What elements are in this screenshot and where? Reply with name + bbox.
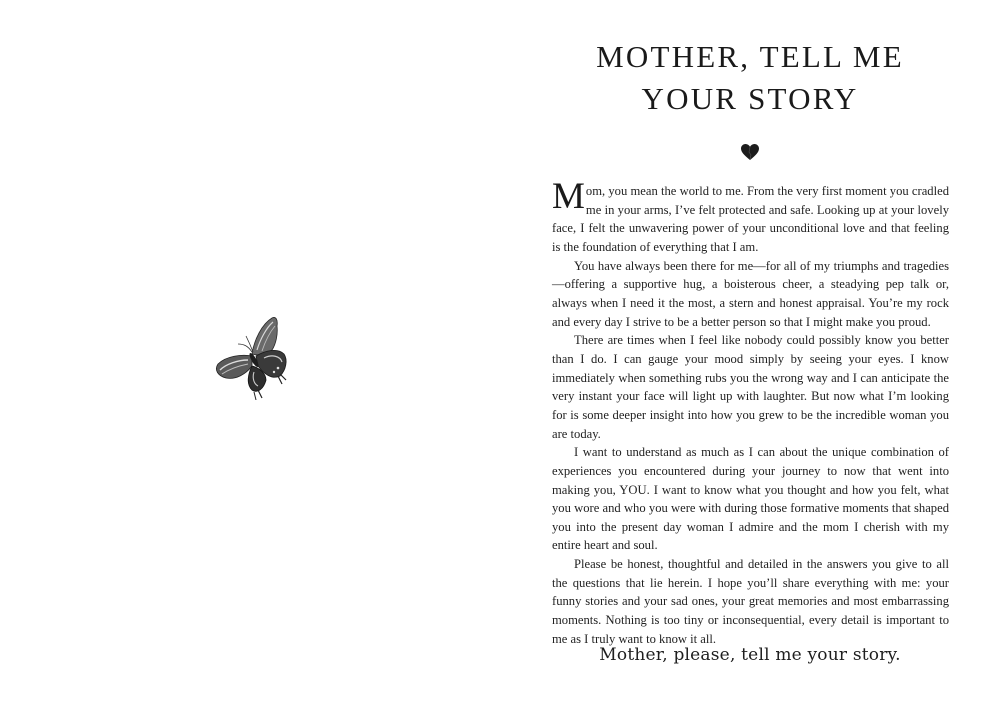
paragraph-3: There are times when I feel like nobody could possibly know you better than I do. I can gauge your mood simply by seeing your eyes. I know immediately when something rubs you the wrong way and I can anticipate the very instant your face will light up with laughter. But now what I’m looking for is some deeper insight into how you grew to be the incredible woman you are today. — [552, 333, 949, 441]
letter-body — [552, 176, 949, 648]
right-page — [500, 0, 1000, 709]
closing-line: Mother, please, tell me your story. — [599, 645, 901, 665]
title-line-1: MOTHER, TELL ME — [596, 39, 904, 74]
paragraph-4: I want to understand as much as I can about the unique combination of experiences you encountered during your journey to now that went into making you, YOU. I want to know what you thought and how you felt, what you wore and who you were with during those formative moments that shaped you into the present day woman I admire and the mom I cherish with my entire heart and soul. — [552, 445, 949, 553]
drop-cap: M — [552, 176, 585, 217]
paragraph-1 — [552, 176, 949, 257]
title-line-2: YOUR STORY — [641, 81, 859, 116]
page-title — [550, 36, 950, 120]
butterfly-icon — [212, 314, 300, 400]
heart-icon — [740, 143, 760, 161]
paragraph-5: Please be honest, thoughtful and detailed in the answers you give to all the questions that lie herein. I hope you’ll share everything with me: your funny stories and your sad ones, your great memories and most embarrassing moments. Nothing is too tiny or inconsequential, every detail is important to me as I truly want to know it all. — [552, 557, 949, 646]
paragraph-2: You have always been there for me—for all of my triumphs and tragedies—offering a supportive hug, a boisterous cheer, a steadying pep talk or, always when I need it the most, a stern and honest appraisal. You’re my rock and every day I strive to be a better person so that I might make you proud. — [552, 258, 949, 329]
paragraph-1-text: om, you mean the world to me. From the very first moment you cradled me in your arms, I’ve felt protected and safe. Looking up at your lovely face, I felt the unwavering power of your unconditional love and that feeling is the foundation of everything that I am. — [552, 184, 949, 254]
